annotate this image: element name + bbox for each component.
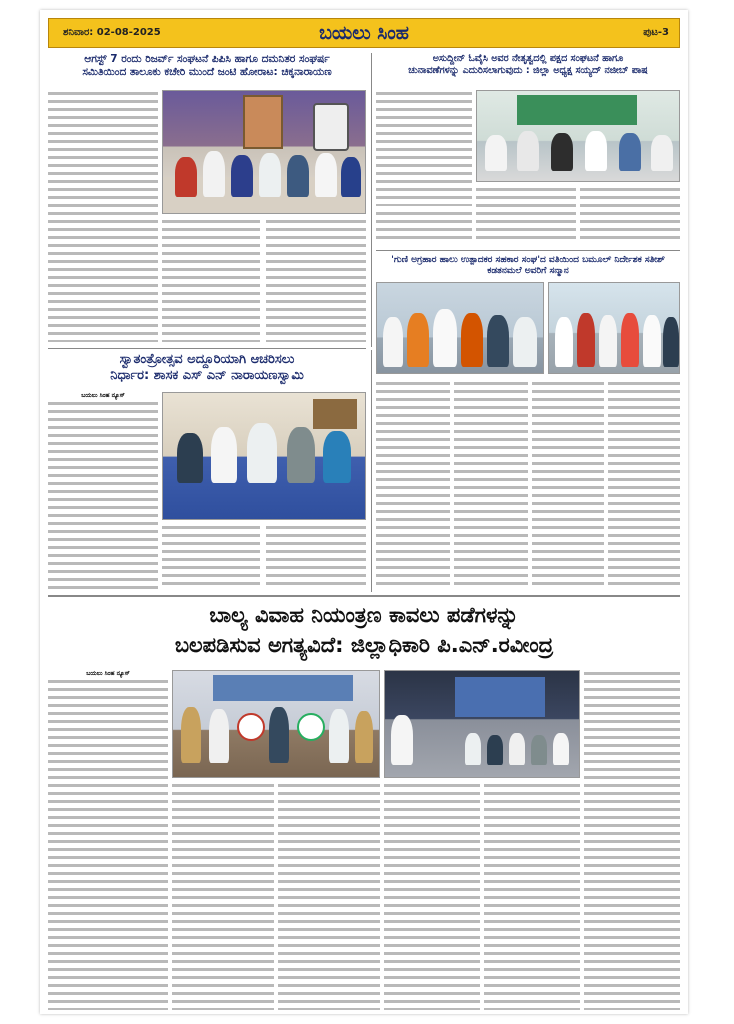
article-5-text-col4b bbox=[484, 782, 580, 1010]
article-4-text-col1 bbox=[48, 392, 158, 590]
person bbox=[177, 433, 203, 483]
person bbox=[287, 155, 309, 197]
article-1-headline bbox=[48, 53, 366, 79]
person bbox=[599, 315, 617, 367]
article-2-text-col1b bbox=[376, 210, 472, 244]
article-5-text-col5 bbox=[584, 670, 680, 1010]
person bbox=[259, 153, 281, 197]
article-2-text-col1 bbox=[376, 90, 472, 206]
article-2-photo bbox=[476, 90, 680, 182]
person bbox=[517, 131, 539, 171]
person bbox=[461, 313, 483, 367]
article-5-text-col3 bbox=[278, 782, 380, 1010]
article-1-headline-line2: ಸಮಿತಿಯಿಂದ ತಾಲೂಕು ಕಚೇರಿ ಮುಂದೆ ಜಂಟಿ ಹೋರಾಟ: ಚಿಕ್ಕನಾರಾಯಣ bbox=[82, 66, 332, 79]
person bbox=[577, 313, 595, 367]
article-1-photo bbox=[162, 90, 366, 214]
person bbox=[341, 157, 361, 197]
article-2-headline-line1: ಅಸುದ್ದೀನ್ ಓವೈಸಿ ಅವರ ನೇತೃತ್ವದಲ್ಲಿ ಪಕ್ಷದ ಸಂಘಟನೆ ಹಾಗೂ bbox=[432, 53, 624, 64]
article-5-text-col1 bbox=[48, 670, 168, 1010]
article-4-headline-line1: ಸ್ವಾತಂತ್ರೋತ್ಸವ ಅದ್ದೂರಿಯಾಗಿ ಆಚರಿಸಲು bbox=[119, 352, 295, 367]
person bbox=[269, 707, 289, 763]
placard bbox=[237, 713, 265, 741]
section-rule bbox=[48, 595, 680, 597]
article-1-headline-line1: ಆಗಸ್ಟ್ 7 ರಂದು ರಿಜರ್ವ್ ಸಂಘಟನೆ ಪಿಪಿಸಿ ಹಾಗೂ ದಮನಿತರ ಸಂಘರ್ಷ bbox=[84, 53, 330, 65]
article-2-text-col3 bbox=[580, 186, 680, 244]
person bbox=[619, 133, 641, 171]
audience-member bbox=[487, 735, 503, 765]
person bbox=[551, 133, 573, 171]
article-4-headline bbox=[48, 352, 366, 385]
article-5-headline bbox=[48, 600, 680, 660]
person bbox=[329, 709, 349, 763]
stage-banner bbox=[213, 675, 353, 701]
person bbox=[555, 317, 573, 367]
audience-member bbox=[465, 733, 481, 765]
wall-frame bbox=[313, 399, 357, 429]
masthead bbox=[48, 18, 680, 48]
person bbox=[621, 313, 639, 367]
article-5-photo-2 bbox=[384, 670, 580, 778]
article-4-text-col3 bbox=[266, 524, 366, 590]
article-5-byline: ಬಯಲು ಸಿಂಹ ನ್ಯೂಸ್ bbox=[86, 670, 130, 677]
person bbox=[231, 155, 253, 197]
person bbox=[643, 315, 661, 367]
audience-member bbox=[553, 733, 569, 765]
person bbox=[585, 131, 607, 171]
person bbox=[663, 317, 679, 367]
article-5-text-col4a bbox=[384, 782, 480, 1010]
person bbox=[315, 153, 337, 197]
person bbox=[175, 157, 197, 197]
audience-member bbox=[509, 733, 525, 765]
person bbox=[209, 709, 229, 763]
article-3-text-col3 bbox=[532, 380, 604, 590]
article-4-photo bbox=[162, 392, 366, 520]
article-2-text-col2 bbox=[476, 186, 576, 244]
person bbox=[323, 431, 351, 483]
person bbox=[487, 315, 509, 367]
article-5-headline-line1: ಬಾಲ್ಯ ವಿವಾಹ ನಿಯಂತ್ರಣ ಕಾವಲು ಪಡೆಗಳನ್ನು bbox=[209, 603, 519, 627]
article-3-photo-1 bbox=[376, 282, 544, 374]
article-3-text-col4 bbox=[608, 380, 680, 590]
portrait-frame bbox=[313, 103, 349, 151]
person bbox=[355, 711, 373, 763]
newspaper-title: ಬಯಲು ಸಿಂಹ bbox=[319, 22, 409, 44]
article-5-photo-1 bbox=[172, 670, 380, 778]
column-rule bbox=[371, 350, 372, 592]
person bbox=[203, 151, 225, 197]
person bbox=[383, 317, 403, 367]
person bbox=[211, 427, 237, 483]
article-2-headline-line2: ಚುನಾವಣೆಗಳನ್ನು ಎದುರಿಸಲಾಗುವುದು : ಜಿಲ್ಲಾ ಅಧ್ಯಕ್ಷ ಸಯ್ಯದ್ ನಜೀಬ್ ಪಾಷ bbox=[408, 64, 648, 76]
article-3-photo-2 bbox=[548, 282, 680, 374]
article-2-headline bbox=[376, 53, 680, 77]
projection-screen bbox=[455, 677, 545, 717]
audience-member bbox=[531, 735, 547, 765]
portrait-frame bbox=[243, 95, 283, 149]
article-5-text-col2 bbox=[172, 782, 274, 1010]
article-1-text-col1 bbox=[48, 90, 158, 342]
section-rule bbox=[48, 348, 366, 349]
person bbox=[287, 427, 315, 483]
article-1-text-col2 bbox=[162, 218, 260, 342]
person bbox=[485, 135, 507, 171]
section-rule bbox=[376, 250, 680, 251]
article-4-headline-line2: ನಿರ್ಧಾರ: ಶಾಸಕ ಎಸ್ ಎನ್ ನಾರಾಯಣಸ್ವಾಮಿ bbox=[110, 368, 304, 384]
issue-date: ಶನಿವಾರ: 02-08-2025 bbox=[63, 27, 161, 38]
person bbox=[407, 313, 429, 367]
person bbox=[247, 423, 277, 483]
person bbox=[181, 707, 201, 763]
article-3-text-col2 bbox=[454, 380, 528, 590]
article-5-headline-line2: ಬಲಪಡಿಸುವ ಅಗತ್ಯವಿದೆ: ಜಿಲ್ಲಾಧಿಕಾರಿ ಪಿ.ಎನ್.ರವೀಂದ್ರ bbox=[174, 633, 554, 657]
person bbox=[513, 317, 537, 367]
newspaper-page bbox=[40, 10, 688, 1014]
person bbox=[433, 309, 457, 367]
person bbox=[651, 135, 673, 171]
article-3-headline: 'ಗುಣಿ ಅಗ್ರಹಾರ ಹಾಲು ಉತ್ಪಾದಕರ ಸಹಕಾರ ಸಂಘ'ದ ವತಿಯಿಂದ ಬಮೂಲ್ ನಿರ್ದೇಶಕ ಸತೀಶ್ ಕಡತನಮಲೆ ಅವರಿಗೆ ಸನ್ಮಾನ bbox=[391, 255, 665, 277]
article-1-text-col3 bbox=[266, 218, 366, 342]
article-4-text-col2 bbox=[162, 524, 260, 590]
article-4-byline: ಬಯಲು ಸಿಂಹ ನ್ಯೂಸ್ bbox=[81, 392, 125, 399]
placard bbox=[297, 713, 325, 741]
party-banner bbox=[517, 95, 637, 125]
article-3-text-col1 bbox=[376, 380, 450, 590]
speaker bbox=[391, 715, 413, 765]
column-rule bbox=[371, 53, 372, 347]
page-number: ಪುಟ-3 bbox=[643, 27, 669, 38]
